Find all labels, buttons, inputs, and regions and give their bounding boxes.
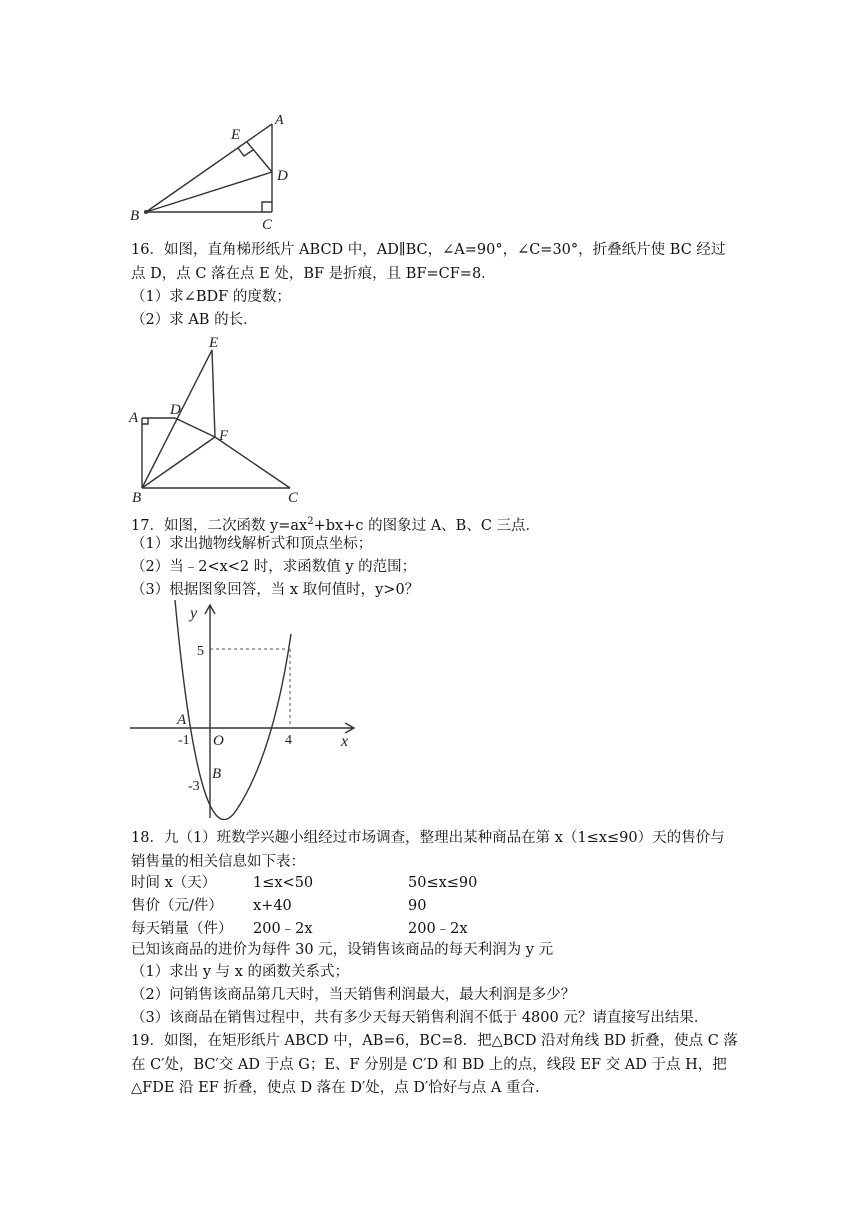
- figure-q15: [120, 105, 300, 235]
- right-angle-mark-A: [142, 418, 148, 424]
- label-F: F: [219, 428, 229, 444]
- tick-xm1-label: -1: [178, 733, 190, 748]
- segment-DE: [247, 142, 272, 172]
- q17-line1-pre: 17．如图，二次函数 y=ax: [131, 517, 308, 534]
- q19-line3: △FDE 沿 EF 折叠，使点 D 落在 D′处，点 D′恰好与点 A 重合．: [131, 1080, 550, 1096]
- table-cell: 1≤x<50: [253, 875, 314, 891]
- point-A-label: A: [177, 712, 187, 728]
- q18-line3: 已知该商品的进价为每件 30 元，设销售该商品的每天利润为 y 元: [131, 942, 554, 958]
- label-C: C: [262, 217, 273, 233]
- q18-part2: （2）问销售该商品第几天时，当天销售利润最大，最大利润是多少？: [131, 987, 576, 1003]
- label-E: E: [209, 335, 219, 351]
- table-cell: 售价（元/件）: [131, 898, 223, 914]
- segment-FC: [215, 437, 290, 488]
- q17-line1-post: +bx+c 的图象过 A、B、C 三点．: [313, 517, 541, 534]
- label-D: D: [170, 402, 181, 418]
- q16-part2: （2）求 AB 的长．: [131, 312, 258, 328]
- figure-q17-graph: [128, 600, 360, 820]
- segment-BF: [142, 437, 215, 488]
- tick-ym3-label: -3: [188, 779, 200, 794]
- segment-BD: [146, 172, 272, 212]
- q17-line1-sup: 2: [307, 516, 314, 527]
- label-B: B: [132, 490, 142, 505]
- q17-part2: （2）当﹣2<x<2 时，求函数值 y 的范围；: [131, 559, 417, 575]
- q18-line1: 18．九（1）班数学兴趣小组经过市场调查，整理出某种商品在第 x（1≤x≤90）天的售价与: [131, 830, 725, 846]
- segment-DF: [175, 418, 215, 437]
- q16-line1: 16．如图，直角梯形纸片 ABCD 中，AD∥BC，∠A=90°，∠C=30°，折叠纸片使 BC 经过: [131, 242, 726, 258]
- origin-label: O: [213, 733, 224, 749]
- table-cell: 200﹣2x: [408, 921, 468, 937]
- label-A: A: [129, 410, 139, 426]
- y-axis-label: y: [190, 605, 198, 622]
- x-axis-label: x: [341, 733, 349, 750]
- label-D: D: [277, 168, 288, 184]
- q18-part3: （3）该商品在销售过程中，共有多少天每天销售利润不低于 4800 元？请直接写出结果．: [131, 1010, 709, 1026]
- figure-q16: [125, 330, 310, 505]
- label-B: B: [130, 208, 140, 224]
- q19-line1: 19．如图，在矩形纸片 ABCD 中，AB=6，BC=8．把△BCD 沿对角线 BD 折叠，使点 C 落: [131, 1033, 738, 1049]
- q17-part3: （3）根据图象回答，当 x 取何值时，y>0？: [131, 582, 420, 598]
- q18-line2: 销售量的相关信息如下表：: [131, 854, 305, 870]
- q17-part1: （1）求出抛物线解析式和顶点坐标；: [131, 536, 373, 552]
- point-B-label: B: [212, 766, 222, 782]
- table-cell: x+40: [253, 898, 292, 914]
- table-cell: 200﹣2x: [253, 921, 313, 937]
- table-cell: 90: [408, 898, 427, 914]
- label-E: E: [231, 127, 241, 143]
- q16-part1: （1）求∠BDF 的度数；: [131, 289, 291, 305]
- table-cell: 50≤x≤90: [408, 875, 478, 891]
- segment-EF: [212, 350, 215, 437]
- label-A: A: [275, 113, 284, 128]
- q16-line2: 点 D，点 C 落在点 E 处，BF 是折痕，且 BF=CF=8．: [131, 266, 496, 282]
- table-cell: 时间 x（天）: [131, 875, 217, 891]
- q18-part1: （1）求出 y 与 x 的函数关系式；: [131, 964, 350, 980]
- right-angle-mark-E: [238, 148, 253, 156]
- tick-y5-label: 5: [197, 644, 204, 659]
- q17-line1: [131, 512, 540, 536]
- segment-AB: [146, 124, 272, 212]
- point-B: [144, 210, 148, 214]
- tick-x4-label: 4: [285, 733, 292, 748]
- table-cell: 每天销量（件）: [131, 921, 233, 937]
- label-C: C: [288, 490, 299, 505]
- right-angle-mark-C: [262, 202, 272, 212]
- q19-line2: 在 C′处，BC′交 AD 于点 G；E、F 分别是 C′D 和 BD 上的点，线段 EF 交 AD 于点 H，把: [131, 1057, 727, 1073]
